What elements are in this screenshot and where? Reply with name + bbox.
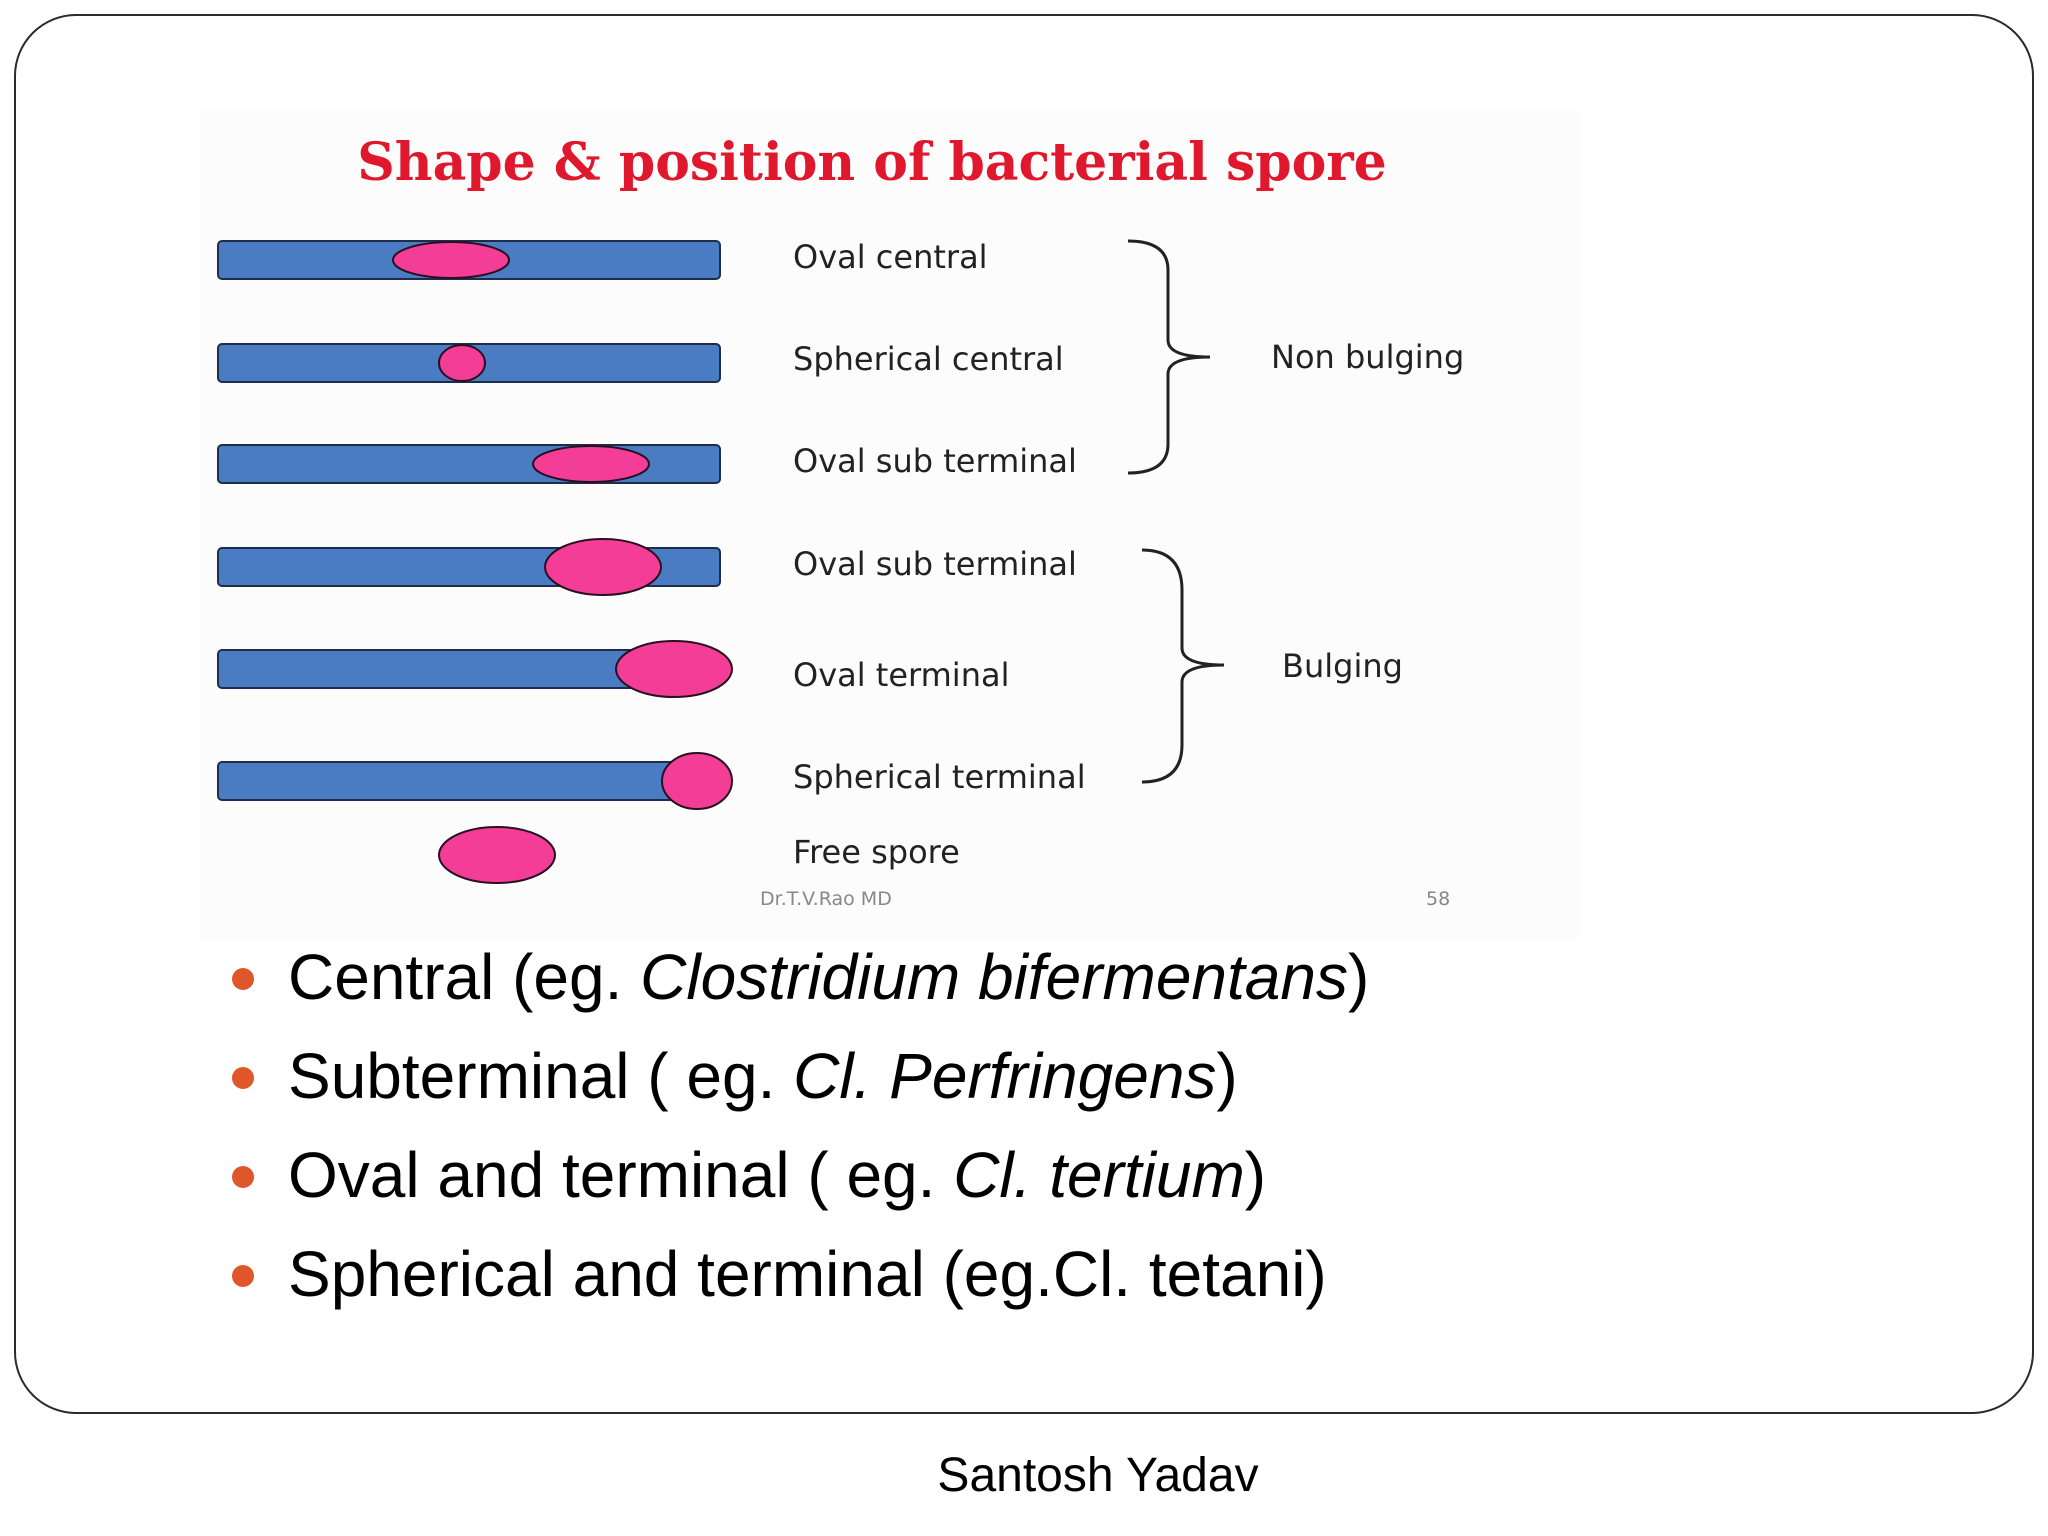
footer-author: Santosh Yadav — [937, 1449, 1259, 1502]
brace-non-bulging — [1128, 241, 1210, 473]
bullet-text-suffix: ) — [1244, 1139, 1267, 1211]
spore-oval-central — [393, 242, 509, 278]
figure-title: Shape & position of bacterial spore — [357, 132, 1387, 193]
spore-spherical-terminal — [662, 753, 732, 809]
row-label-free-spore: Free spore — [793, 833, 960, 871]
bullet-text-prefix: Oval and terminal ( eg. — [288, 1139, 954, 1211]
figure-page-number: 58 — [1426, 888, 1451, 910]
bullet-text-prefix: Central (eg. — [288, 941, 641, 1013]
row-label-spherical-central: Spherical central — [793, 340, 1064, 378]
bullet-dot — [232, 1067, 254, 1089]
bullet-species: Clostridium bifermentans — [640, 941, 1348, 1013]
bullet-text-prefix: Spherical and terminal (eg.Cl. tetani) — [288, 1238, 1327, 1310]
bullet-text-prefix: Subterminal ( eg. — [288, 1040, 794, 1112]
bullet-text-suffix: ) — [1216, 1040, 1238, 1112]
bullet-dot — [232, 1265, 254, 1287]
bullet-item — [228, 1027, 1369, 1126]
bullet-dot — [232, 968, 254, 990]
spore-oval-subterminal-bulging — [545, 539, 661, 595]
spore-free — [439, 827, 555, 883]
rod-spherical-terminal — [218, 762, 720, 800]
bullet-text-suffix: ) — [1347, 941, 1370, 1013]
spore-oval-subterminal-nonbulging — [533, 446, 649, 482]
bullet-item — [228, 1126, 1369, 1225]
spore-oval-terminal — [616, 641, 732, 697]
row-label-spherical-terminal: Spherical terminal — [793, 758, 1086, 796]
group-label-bulging: Bulging — [1282, 647, 1403, 685]
bullet-item — [228, 1225, 1369, 1324]
row-label-oval-subterminal-bulging: Oval sub terminal — [793, 545, 1077, 583]
bullet-list — [228, 928, 1369, 1324]
spore-spherical-central — [439, 345, 485, 381]
brace-bulging — [1142, 550, 1224, 782]
row-label-oval-terminal: Oval terminal — [793, 656, 1010, 694]
bullet-dot — [232, 1166, 254, 1188]
group-label-non-bulging: Non bulging — [1271, 338, 1465, 376]
row-label-oval-subterminal-nonbulging: Oval sub terminal — [793, 442, 1077, 480]
bullet-item — [228, 928, 1369, 1027]
bullet-species: Cl. tertium — [953, 1139, 1245, 1211]
figure-credit: Dr.T.V.Rao MD — [760, 888, 892, 910]
row-label-oval-central: Oval central — [793, 238, 988, 276]
bullet-species: Cl. Perfringens — [793, 1040, 1217, 1112]
